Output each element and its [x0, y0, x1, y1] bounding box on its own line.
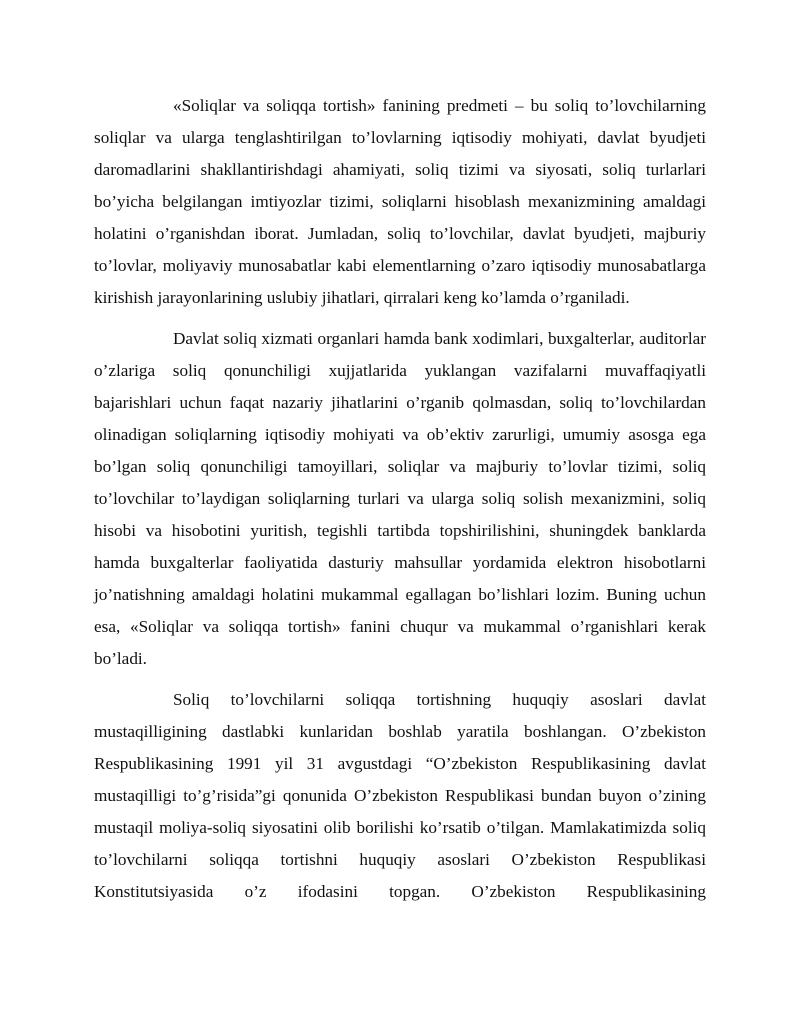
paragraph-1: «Soliqlar va soliqqa tortish» fanining predmeti – bu soliq to’lovchilarning soliqlar va ularga tenglashtirilgan to’lovlarning iqtisodiy mohiyati, davlat byudjeti daromadlarini shakllantirishdagi ahamiyati, soliq tizimi va siyosati, soliq turlarlari bo’yicha belgilangan imtiyozlar tizimi, soliqlarni hisoblash mexanizmining amaldagi holatini o’rganishdan iborat. Jumladan, soliq to’lovchilar, davlat byudjeti, majburiy to’lovlar, moliyaviy munosabatlar kabi elementlarning o’zaro iqtisodiy munosabatlarga kirishish jarayonlarining uslubiy jihatlari, qirralari keng ko’lamda o’rganiladi.	[94, 96, 706, 307]
paragraph-3: Soliq to’lovchilarni soliqqa tortishning huquqiy asoslari davlat mustaqilligining dastlabki kunlaridan boshlab yaratila boshlangan. O’zbekiston Respublikasining 1991 yil 31 avgustdagi “O’zbekiston Respublikasining davlat mustaqilligi to’g’risida”gi qonunida O’zbekiston Respublikasi bundan buyon o’zining mustaqil moliya-soliq siyosatini olib borilishi ko’rsatib o’tilgan. Mamlakatimizda soliq to’lovchilarni soliqqa tortishni huquqiy asoslari O’zbekiston Respublikasi Konstitutsiyasida o’z ifodasini topgan. O’zbekiston Respublikasining	[94, 690, 706, 901]
document-body	[94, 90, 706, 917]
paragraph-2: Davlat soliq xizmati organlari hamda bank xodimlari, buxgalterlar, auditorlar o’zlariga soliq qonunchiligi xujjatlarida yuklangan vazifalarni muvaffaqiyatli bajarishlari uchun faqat nazariy jihatlarini o’rganib qolmasdan, soliq to’lovchilardan olinadigan soliqlarning iqtisodiy mohiyati va ob’ektiv zarurligi, umumiy asosga ega bo’lgan soliq qonunchiligi tamoyillari, soliqlar va majburiy to’lovlar tizimi, soliq to’lovchilar to’laydigan soliqlarning turlari va ularga soliq solish mexanizmini, soliq hisobi va hisobotini yuritish, tegishli tartibda topshirilishini, shuningdek banklarda hamda buxgalterlar faoliyatida dasturiy mahsullar yordamida elektron hisobotlarni jo’natishning amaldagi holatini mukammal egallagan bo’lishlari lozim. Buning uchun esa, «Soliqlar va soliqqa tortish» fanini chuqur va mukammal o’rganishlari kerak bo’ladi.	[94, 329, 706, 668]
